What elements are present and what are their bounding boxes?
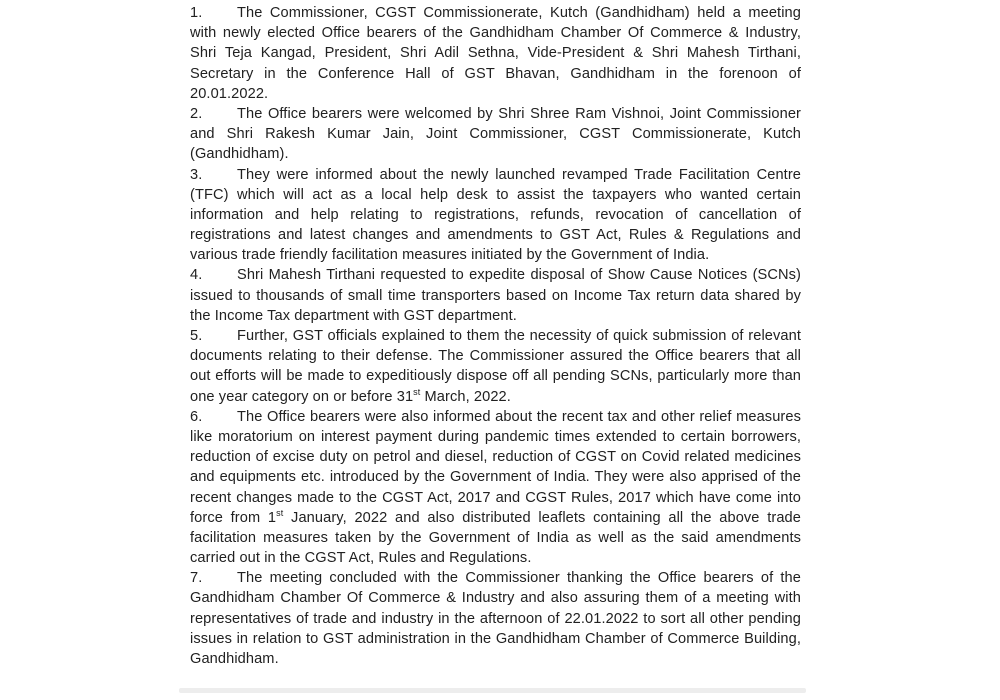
paragraph xyxy=(190,326,801,407)
paragraph xyxy=(190,265,801,326)
superscript-text: st xyxy=(413,386,421,397)
paragraph xyxy=(190,3,801,104)
paragraph-number: 6. xyxy=(190,408,203,425)
paragraph-number: 7. xyxy=(190,570,203,587)
document-body xyxy=(190,3,801,669)
paragraph-text: January, 2022 and also distributed leaflets containing all the above trade facilitation measures taken by the Government of India as well as the said amendments carried out in the CGST Act, Rules and Regulations. xyxy=(190,509,801,567)
paragraph-text: They were informed about the newly launched revamped Trade Facilitation Centre (TFC) which will act as a local help desk to assist the taxpayers who wanted certain information and help relating to registrations, refunds, revocation of cancellation of registrations and latest changes and amendments to GST Act, Rules & Regulations and various trade friendly facilitation measures initiated by the Government of India. xyxy=(190,166,801,264)
paragraph-number: 2. xyxy=(190,105,203,122)
paragraph-number: 5. xyxy=(190,328,203,344)
paragraph xyxy=(190,568,801,669)
paragraph-number: 4. xyxy=(190,267,203,284)
paragraph-text: The meeting concluded with the Commissioner thanking the Office bearers of the Gandhidham Chamber Of Commerce & Industry and also assuring them of a meeting with representatives of trade and industry in the afternoon of 22.01.2022 to sort all other pending issues in relation to GST administration in the Gandhidham Chamber of Commerce Building, Gandhidham. xyxy=(190,570,801,667)
paragraph-number: 3. xyxy=(190,166,203,183)
paragraph xyxy=(190,407,801,569)
paragraph-text: March, 2022. xyxy=(420,388,511,405)
paragraph xyxy=(190,104,801,165)
paragraph-text: The Office bearers were welcomed by Shri Shree Ram Vishnoi, Joint Commissioner and Shri Rakesh Kumar Jain, Joint Commissioner, CGST Commissionerate, Kutch (Gandhidham). xyxy=(190,105,801,163)
paragraph-text: Shri Mahesh Tirthani requested to expedite disposal of Show Cause Notices (SCNs) issued to thousands of small time transporters based on Income Tax return data shared by the Income Tax department with GST department. xyxy=(190,267,801,324)
paragraph-text: The Commissioner, CGST Commissionerate, Kutch (Gandhidham) held a meeting with newly elected Office bearers of the Gandhidham Chamber Of Commerce & Industry, Shri Teja Kangad, President, Shri Adil Sethna, Vide-President & Shri Mahesh Tirthani, Secretary in the Conference Hall of GST Bhavan, Gandhidham in the forenoon of 20.01.2022. xyxy=(190,5,801,102)
paragraph xyxy=(190,165,801,266)
paragraph-text: Further, GST officials explained to them the necessity of quick submission of relevant documents relating to their defense. The Commissioner assured the Office bearers that all out efforts will be made to expeditiously dispose off all pending SCNs, particularly more than one year category on or before 31 xyxy=(190,328,801,405)
superscript-text: st xyxy=(276,507,284,518)
scan-artifact-shadow xyxy=(179,688,806,693)
paragraph-number: 1. xyxy=(190,5,203,21)
paragraph-text: The Office bearers were also informed about the recent tax and other relief measures like moratorium on interest payment during pandemic times extended to certain borrowers, reduction of excise duty on petrol and diesel, reduction of CGST on Covid related medicines and equipments etc. introduced by the Government of India. They were also apprised of the recent changes made to the CGST Act, 2017 and CGST Rules, 2017 which have come into force from 1 xyxy=(190,408,801,526)
